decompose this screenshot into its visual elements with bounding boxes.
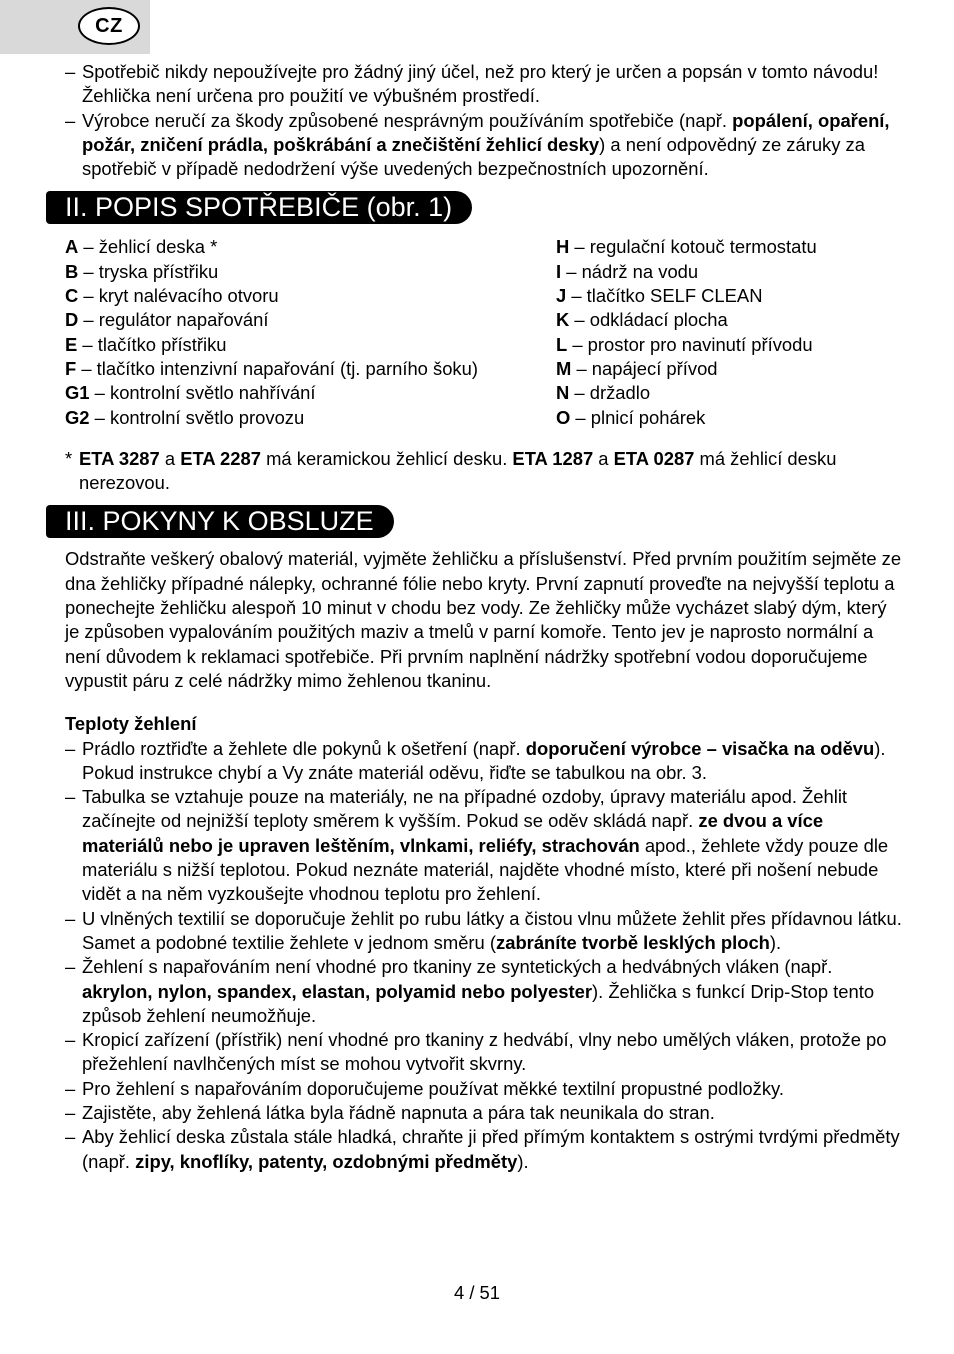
part-item [556,260,905,284]
part-key: E [65,333,78,355]
part-item [556,284,905,308]
language-badge [78,7,140,45]
note-text: a [159,447,181,469]
bullet-emphasis: ze dvou a více materiálů nebo je upraven leštěním, vlnkami, reliéfy, strachován [82,810,824,856]
bullet-text: ). Pokud instrukce chybí a Vy znáte materiál oděvu, řiďte se tabulkou na obr. 3. [82,737,886,783]
part-key: N [556,382,570,404]
ironing-bullet [65,1101,905,1125]
part-label: – tlačítko intenzivní napařování (tj. parního šoku) [76,357,478,379]
part-label: – prostor pro navinutí přívodu [567,333,813,355]
model-name: ETA 1287 [512,447,594,469]
part-key: G1 [65,382,90,404]
section-title: II. POPIS SPOTŘEBIČE (obr. 1) [65,192,453,223]
ironing-bullet [65,907,905,956]
model-name: ETA 0287 [613,447,695,469]
model-note [65,447,905,496]
part-key: L [556,333,568,355]
bullet-emphasis: zipy, knoflíky, patenty, ozdobnými předměty [135,1150,518,1172]
part-label: – regulační kotouč termostatu [569,236,817,258]
part-key: B [65,260,79,282]
subsection-title: Teploty žehlení [65,713,197,735]
parts-column-left [65,235,556,429]
part-item [65,235,556,259]
bullet-text: Zajistěte, aby žehlená látka byla řádně napnuta a pára tak neunikala do stran. [82,1101,715,1123]
model-name: ETA 2287 [180,447,261,469]
bullet-text: U vlněných textilií se doporučuje žehlit po rubu látky a čistou vlnu můžete žehlit přes přídavnou látku. Samet a podobné textilie žehlete v jednom směru ( [82,907,902,953]
ironing-bullet [65,955,905,1028]
part-item [556,406,905,430]
part-label: – napájecí přívod [571,357,718,379]
part-key: C [65,285,79,307]
bullet-emphasis: doporučení výrobce – visačka na oděvu [525,737,875,759]
ironing-bullet [65,1028,905,1077]
part-label: – tlačítko přístřiku [77,333,227,355]
part-key: A [65,236,79,258]
section-title: III. POKYNY K OBSLUZE [65,506,374,537]
bullet-text: Prádlo roztřiďte a žehlete dle pokynů k ošetření (např. [82,737,526,759]
part-key: G2 [65,406,90,428]
parts-list [65,235,905,429]
part-label: – kontrolní světlo nahřívání [89,382,316,404]
part-item [65,260,556,284]
page-content [65,60,905,1174]
part-key: H [556,236,570,258]
part-label: – tlačítko SELF CLEAN [566,285,763,307]
part-key: D [65,309,79,331]
part-key: J [556,285,567,307]
page-number-text: 4 / 51 [453,1282,500,1303]
part-item [65,333,556,357]
bullet-text: ). [769,931,782,953]
section-heading-pokyny [46,505,394,538]
ironing-bullet [65,737,905,786]
part-label: – kontrolní světlo provozu [89,406,305,428]
intro-bullet [65,109,905,182]
part-item [556,308,905,332]
ironing-bullet [65,1077,905,1101]
part-item [65,284,556,308]
part-item [556,357,905,381]
part-label: – tryska přístřiku [78,260,219,282]
part-key: I [556,260,562,282]
part-label: – plnicí pohárek [570,406,706,428]
part-item [556,235,905,259]
section-heading-popis [46,191,472,224]
language-code: CZ [95,14,123,37]
part-item [556,381,905,405]
note-text: má žehlicí desku nerezovou. [79,447,837,494]
note-text: má keramickou žehlicí desku. [260,447,513,469]
part-item [556,333,905,357]
page-number [0,1282,954,1304]
intro-bullet [65,60,905,109]
part-key: K [556,309,570,331]
ironing-bullet [65,785,905,906]
ironing-bullet [65,1125,905,1174]
model-name: ETA 3287 [79,447,160,469]
part-label: – regulátor napařování [78,309,269,331]
parts-column-right [556,235,905,429]
bullet-emphasis: popálení, opaření, požár, zničení prádla, poškrábání a znečištění žehlicí desky [82,109,890,155]
part-item [65,308,556,332]
part-label: – odkládací plocha [569,309,728,331]
bullet-text: ). Žehlička s funkcí Drip-Stop tento způsob žehlení neumožňuje. [82,980,875,1026]
part-key: O [556,406,571,428]
note-text: a [593,447,614,469]
bullet-text: ). [517,1150,529,1172]
bullet-emphasis: akrylon, nylon, spandex, elastan, polyamid nebo polyester [82,980,592,1002]
part-label: – nádrž na vodu [561,260,699,282]
bullet-text: Žehlení s napařováním není vhodné pro tkaniny ze syntetických a hedvábných vláken (např. [82,956,833,978]
part-item [65,406,556,430]
part-key: F [65,357,77,379]
part-label: – kryt nalévacího otvoru [78,285,279,307]
bullet-emphasis: zabráníte tvorbě lesklých ploch [496,931,770,953]
part-label: – držadlo [569,382,651,404]
bullet-text: Spotřebič nikdy nepoužívejte pro žádný jiný účel, než pro který je určen a popsán v tomto návodu! Žehlička není určena pro použití ve výbušném prostředí. [82,61,879,107]
bullet-text: Pro žehlení s napařováním doporučujeme používat měkké textilní propustné podložky. [82,1077,784,1099]
part-item [65,381,556,405]
part-label: – žehlicí deska * [78,236,218,258]
part-key: M [556,357,572,379]
bullet-text: Výrobce neručí za škody způsobené nesprávným používáním spotřebiče (např. [82,109,733,131]
bullet-text: Tabulka se vztahuje pouze na materiály, ne na případné ozdoby, úpravy materiálu apod. Žehlit začínejte od nejnižší teploty směrem k vyšším. Pokud se oděv skládá např. [82,786,848,832]
intro-paragraph: Odstraňte veškerý obalový materiál, vyjměte žehličku a příslušenství. Před prvním použitím sejměte ze dna žehličky případné nálepky, ochranné fólie nebo kryty. První zapnutí proveďte na nejvyšší teplotu a ponechejte žehličku alespoň 10 minut v chodu bez vody. Ze žehličky může vycházet slabý dým, který je způsoben vypalováním použitých maziv a tmelů v parní komoře. Tento jev je naprosto normální a není důvodem k reklamaci spotřebiče. Při prvním naplnění nádržky spotřební vodou doporučujeme vypustit páru z celé nádržky mimo žehlenou tkaninu. [65,548,902,691]
bullet-text: apod., žehlete vždy pouze dle materiálu s nižší teplotou. Pokud neznáte materiál, najděte vhodné místo, které při nošení nebude vidět a na něm vyzkoušejte vhodnou teplotu pro žehlení. [82,834,889,905]
bullet-text: Kropicí zařízení (přístřik) není vhodné pro tkaniny z hedvábí, vlny nebo umělých vláken, protože po přežehlení navlhčených míst se mohou vytvořit skvrny. [82,1029,887,1075]
bullet-text: ) a není odpovědný ze záruky za spotřebič v případě nedodržení výše uvedených bezpečnostních upozornění. [82,133,865,180]
bullet-text: Aby žehlicí deska zůstala stále hladká, chraňte ji před přímým kontaktem s ostrými tvrdými předměty (např. [82,1126,900,1172]
part-item [65,357,556,381]
